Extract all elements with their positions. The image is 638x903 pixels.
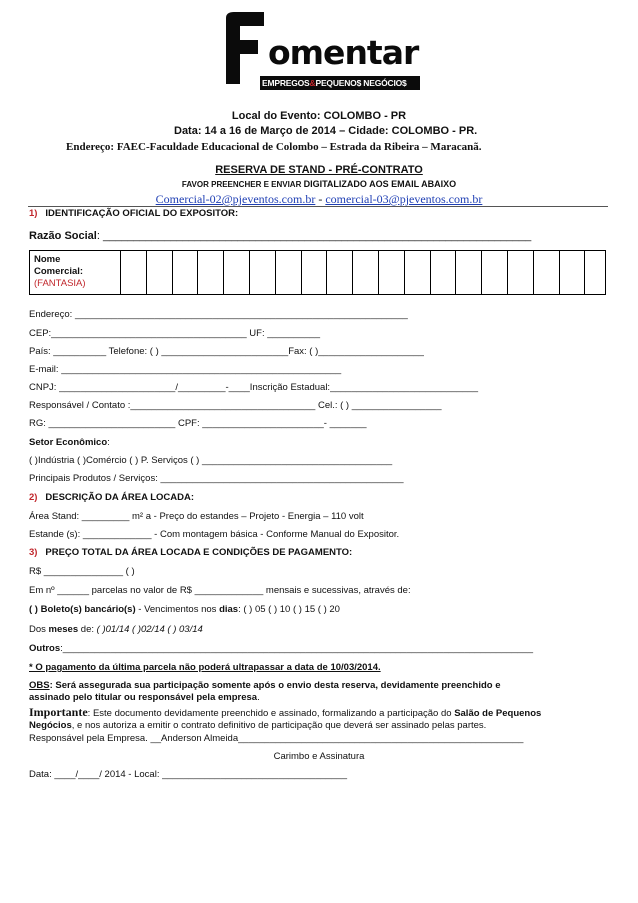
cnpj-ie-field[interactable]: CNPJ: ______________________/_________-____Inscrição Estadual:____________________________ [29,382,479,393]
nome-comercial-char-box[interactable] [197,251,224,294]
nome-comercial-char-box[interactable] [430,251,457,294]
obs-line-1: OBS: Será assegurada sua participação somente após o envio desta reserva, devidamente preenchido e [29,680,501,691]
endereco-field[interactable]: Endereço: _______________________________________________________________ [29,309,408,320]
form-title: RESERVA DE STAND - PRÉ-CONTRATO [215,164,423,176]
nome-comercial-char-box[interactable] [378,251,405,294]
nome-comercial-char-box[interactable] [275,251,302,294]
nome-comercial-char-box[interactable] [249,251,276,294]
nome-comercial-char-box[interactable] [481,251,508,294]
divider [28,206,608,207]
estande-field[interactable]: Estande (s): _____________ - Com montagem básica - Conforme Manual do Expositor. [29,529,400,540]
nome-comercial-char-box[interactable] [146,251,173,294]
email-field[interactable]: E-mail: _____________________________________________________ [29,364,342,375]
nome-comercial-char-box[interactable] [455,251,482,294]
nome-comercial-char-box[interactable] [223,251,250,294]
event-date: Data: 14 a 16 de Março de 2014 – Cidade: COLOMBO - PR. [174,125,478,137]
cep-uf-field[interactable]: CEP:_____________________________________ UF: __________ [29,328,321,339]
responsavel-cel-field[interactable]: Responsável / Contato :___________________________________ Cel.: ( ) _________________ [29,400,442,411]
produtos-servicos-field[interactable]: Principais Produtos / Serviços: ______________________________________________ [29,473,404,484]
nome-comercial-char-box[interactable] [559,251,586,294]
importante-line-2: Negócios, e nos autoriza a emitir o contrato definitivo de participação que deverá ser assinado pelas partes. [29,720,487,731]
logo-wordmark: omentar [268,33,419,72]
nome-comercial-char-box[interactable] [533,251,560,294]
section-3-heading: 3) PREÇO TOTAL DA ÁREA LOCADA E CONDIÇÕES DE PAGAMENTO: [29,547,353,558]
event-location: Local do Evento: COLOMBO - PR [231,110,407,122]
nome-comercial-char-box[interactable] [172,251,199,294]
meses-options[interactable]: Dos meses de: ( )01/14 ( )02/14 ( ) 03/14 [29,624,203,635]
email-link-1[interactable]: Comercial-02@pjeventos.com.br [155,192,316,206]
nome-comercial-label: Nome Comercial: (FANTASIA) [34,254,86,289]
email-link-2[interactable]: comercial-03@pjeventos.com.br [325,192,483,206]
payment-deadline-note: * O pagamento da última parcela não poderá ultrapassar a data de 10/03/2014. [29,662,381,673]
fomentar-logo [218,12,420,90]
nome-comercial-char-box[interactable] [507,251,534,294]
outros-field[interactable]: Outros:_________________________________________________________________________________________ [29,643,534,654]
data-local-field[interactable]: Data: ____/____/ 2014 - Local: ___________________________________ [29,769,348,780]
parcelas-field[interactable]: Em nº ______ parcelas no valor de R$ _____________ mensais e sucessivas, através de: [29,585,411,596]
nome-comercial-char-box[interactable] [404,251,431,294]
nome-comercial-char-box[interactable] [301,251,328,294]
contact-emails: Comercial-02@pjeventos.com.br - comercial-03@pjeventos.com.br [155,192,483,206]
boleto-options[interactable]: ( ) Boleto(s) bancário(s) - Vencimentos nos dias: ( ) 05 ( ) 10 ( ) 15 ( ) 20 [29,604,340,615]
logo-tagline: EMPREGOS&PEQUENO$ NEGÓCIO$ [262,78,407,88]
section-2-heading: 2) DESCRIÇÃO DA ÁREA LOCADA: [29,492,195,503]
carimbo-assinatura-label: Carimbo e Assinatura [273,751,365,762]
nome-comercial-char-box[interactable] [352,251,379,294]
nome-comercial-char-box[interactable] [584,251,611,294]
logo-f-mark [218,12,264,84]
setor-economico-options[interactable]: ( )Indústria ( )Comércio ( ) P. Serviços ( ) ____________________________________ [29,455,393,466]
rg-cpf-field[interactable]: RG: ________________________ CPF: _______________________- _______ [29,418,367,429]
nome-comercial-char-box[interactable] [326,251,353,294]
nome-comercial-grid[interactable] [29,250,606,295]
setor-economico-label: Setor Econômico: [29,437,110,448]
importante-line-1: Importante: Este documento devidamente preenchido e assinado, formalizando a participação do Salão de Pequenos [29,705,542,719]
razao-social-field[interactable]: Razão Social: ______________________________________________________________________ [29,230,532,242]
form-instructions: FAVOR PREENCHER E ENVIAR DIGITALIZADO AOS EMAIL ABAIXO [181,179,457,189]
nome-comercial-char-box[interactable] [120,251,147,294]
section-1-heading: 1) IDENTIFICAÇÃO OFICIAL DO EXPOSITOR: [29,208,239,219]
area-stand-field[interactable]: Área Stand: _________ m² a - Preço do estandes – Projeto - Energia – 110 volt [29,511,364,522]
event-address: Endereço: FAEC-Faculdade Educacional de Colombo – Estrada da Ribeira – Maracanã. [66,141,482,153]
responsavel-empresa-field[interactable]: Responsável pela Empresa. __Anderson Almeida______________________________________________________ [29,733,524,744]
pais-telefone-fax-field[interactable]: País: __________ Telefone: ( ) ________________________Fax: ( )____________________ [29,346,424,357]
obs-line-2: assinado pelo titular ou responsável pela empresa. [29,692,260,703]
valor-total-field[interactable]: R$ _______________ ( ) [29,566,135,577]
